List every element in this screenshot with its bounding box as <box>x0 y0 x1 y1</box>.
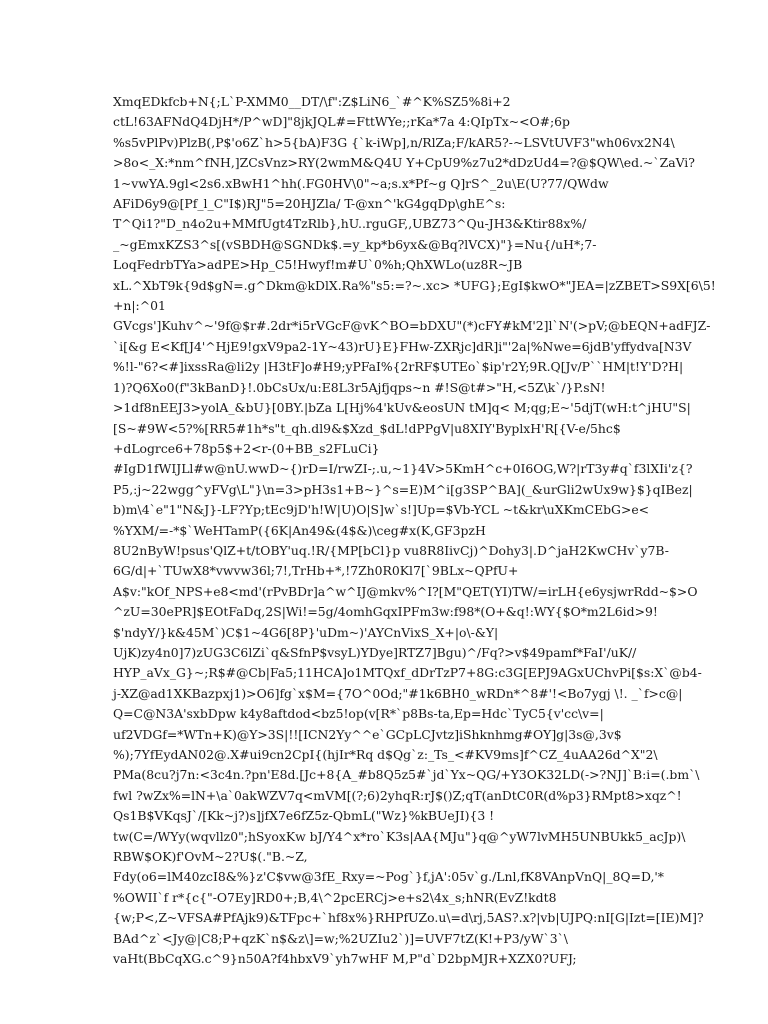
text-line: Qs1B$VKqsJ`/[Kk~j?)s]jfX7e6fZ5z-QbmL("Wz}%kBUeJI){3 ! <box>113 808 495 824</box>
document-body-text <box>113 92 716 969</box>
text-line: +n|:^01 <box>113 298 166 314</box>
text-line: xL.^XbT9k{9d$gN=.g^Dkm@kDlX.Ra%"s5:=?~.xc> *UFG};EgI$kwO*"JEA=|zZBET>S9X[6\5! <box>113 277 716 293</box>
text-line: PMa(8cu?j7n:<3c4n.?pn'E8d.[Jc+8{A_#b8Q5z5#`jd`Yx~QG/+Y3OK32LD(->?NJ]`B:i=(.bm`\ <box>113 767 700 783</box>
text-line: GVcgs']Kuhv^~'9f@$r#.2dr*i5rVGcF@vK^BO=bDXU"(*)cFY#kM'2]l`N'(>pV;@bEQN+adFJZ- <box>113 318 711 334</box>
text-line: #IgD1fWIJLl#w@nU.wwD~{)rD=I/rwZI-;.u,~1}4V>5KmH^c+0I6OG,W?|rT3y#q`f3lXIi'z{? <box>113 461 693 477</box>
text-line: Q=C@N3A'sxbDpw k4y8aftdod<bz5!op(v[R*`p8Bs-ta,Ep=Hdc`TyC5{v'cc\v=| <box>113 706 604 722</box>
text-line: fwl ?wZx%=lN+\a`0akWZV7q<mVM[(?;6)2yhqR:rJ$()Z;qT(anDtC0R(d%p3}RMpt8>xqz^! <box>113 787 682 803</box>
text-line: %s5vPlPv)PlzB(,P$'o6Z`h>5{bA)F3G {`k-iWp],n/RlZa;F/kAR5?-~LSVtUVF3"wh06vx2N4\ <box>113 134 675 150</box>
text-line: `i[&g E<Kf[J4'^HjE9!gxV9pa2-1Y~43)rU}E}FHw-ZXRjc]dR]i"'2a|%Nwe=6jdB'yffydva[N3V <box>113 338 692 354</box>
text-line: AFiD6y9@[Pf_l_C"I$)RJ"5=20HJZla/ T-@xn^'kG4gqDp\ghE^s: <box>113 196 506 212</box>
text-line: >1df8nEEJ3>yolA_&bU}[0BY.|bZa L[Hj%4'kUv&eosUN tM]q< M;qg;E~'5djT(wH:t^jHU"S| <box>113 400 691 416</box>
text-line: HYP_aVx_G}~;R$#@Cb|Fa5;11HCA]o1MTQxf_dDrTzP7+8G:c3G[EPJ9AGxUChvPi[$s:X`@b4- <box>113 665 702 681</box>
text-line: uf2VDGf=*WTn+K)@Y>3S|!![ICN2Yy^^e`GCpLCJvtz]iShknhmg#OY]g|3s@,3v$ <box>113 726 622 742</box>
text-line: >8o<_X:*nm^fNH,]ZCsVnz>RY(2wmM&Q4U Y+CpU9%z7u2*dDzUd4=?@$QW\ed.~`ZaVi? <box>113 155 695 171</box>
text-line: $'ndyY/}k&45M`)C$1~4G6[8P}'uDm~)'AYCnVixS_X+|o\-&Y| <box>113 624 499 640</box>
text-line: ctL!63AFNdQ4DjH*/P^wD]"8jkJQL#=FttWYe;;rKa*7a 4:QIpTx~<O#;6p <box>113 114 570 130</box>
text-line: P5,:j~22wgg^yFVg\L"}\n=3>pH3s1+B~}^s=E)M^i[g3SP^BA](_&urGli2wUx9w}$}qIBez| <box>113 481 693 497</box>
text-line: 1)?Q6Xo0(f"3kBanD}!.0bCsUx/u:E8L3r5Ajfjqps~n #!S@t#>"H,<5Z\k`/}P.sN! <box>113 379 606 395</box>
text-line: _~gEmxKZS3^s[(vSBDH@SGNDk$.=y_kp*b6yx&@Bq?lVCX)"}=Nu{/uH*;7- <box>113 236 597 252</box>
text-line: {w;P<,Z~VFSA#PfAjk9)&TFpc+`hf8x%}RHPfUZo.u\=d\rj,5AS?.x?|vb|UJPQ:nI[G|Izt=[IE)M]? <box>113 910 704 926</box>
text-line: tw(C=/WYy(wqvllz0";hSyoxKw bJ/Y4^x*ro`K3s|AA{MJu"}q@^yW7lvMH5UNBUkk5_acJp)\ <box>113 828 686 844</box>
text-line: 6G/d|+`TUwX8*vwvw36l;7!,TrHb+*,!7Zh0R0Kl7[`9BLx~QPfU+ <box>113 563 519 579</box>
text-line: 1~vwYA.9gl<2s6.xBwH1^hh(.FG0HV\0"~a;s.x*Pf~g Q]rS^_2u\E(U?77/QWdw <box>113 175 609 191</box>
text-line: b)m\4`e"1"N&J}-LF?Yp;tEc9jD'h!W|U)O|S]w`s!]Up=$Vb-YCL ~t&kr\uXKmCEbG>e< <box>113 502 650 518</box>
text-line: LoqFedrbTYa>adPE>Hp_C5!Hwyf!m#U`0%h;QhXWLo(uz8R~JB <box>113 257 523 273</box>
text-line: %!l-"6?<#]ixssRa@li2y |H3tF]o#H9;yPFaI%{2rRF$UTEo`$ip'r2Y;9R.Q[Jv/P``HM|t!Y'D?H| <box>113 359 684 375</box>
text-line: RBW$OK)f'OvM~2?U$(."B.~Z, <box>113 849 308 865</box>
text-line: j-XZ@ad1XKBazpxj1)>O6]fg`x$M={7O^0Od;"#1k6BH0_wRDn*^8#'!<Bo7ygj \!. _`f>c@| <box>113 685 683 701</box>
text-line: T^Qi1?"D_n4o2u+MMfUgt4TzRlb},hU..rguGF,,UBZ73^Qu-JH3&Ktir88x%/ <box>113 216 587 232</box>
text-line: vaHt(BbCqXG.c^9}n50A?f4hbxV9`yh7wHF M,P"d`D2bpMJR+XZX0?UFJ; <box>113 951 577 967</box>
text-line: %OWII`f r*{c{"-O7Ey]RD0+;B,4\^2pcERCj>e+s2\4x_s;hNR(EvZ!kdt8 <box>113 889 557 905</box>
text-line: XmqEDkfcb+N{;L`P-XMM0__DT/\f":Z$LiN6_`#^K%SZ5%8i+2 <box>113 94 511 109</box>
text-line: +dLogrce6+78p5$+2<r-(0+BB_s2FLuCi} <box>113 440 380 456</box>
text-line: A$v:"kOf_NPS+e8<md'(rPvBDr]a^w^IJ@mkv%^I?[M"QET(YI)TW/=irLH{e6ysjwrRdd~$>O <box>113 583 698 599</box>
text-line: ^zU=30ePR]$EOtFaDq,2S|Wi!=5g/4omhGqxIPFm3w:f98*(O+&q!:WY{$O*m2L6id>9! <box>113 604 658 620</box>
text-line: %YXM/=-*$`WeHTamP({6K|An49&(4$&)\ceg#x(K,GF3pzH <box>113 522 486 538</box>
text-line: 8U2nByW!psus'QlZ+t/tOBY'uq.!R/{MP[bCl}p vu8R8IivCj)^Dohy3|.D^jaH2KwCHv`y7B- <box>113 542 669 558</box>
text-line: Fdy(o6=lM40zcI8&%}z'C$vw@3fE_Rxy=~Pog`}f,jA':05v`g./Lnl,fK8VAnpVnQ|_8Q=D,'* <box>113 869 665 885</box>
text-line: %);7YfEydAN02@.X#ui9cn2CpI{(hjIr*Rq d$Qg`z:_Ts_<#KV9ms]f^CZ_4uAA26d^X"2\ <box>113 747 658 762</box>
text-line: BAd^z`<Jy@|C8;P+qzK`n$&z\]=w;%2UZIu2`)]=UVF7tZ(K!+P3/yW`3`\ <box>113 930 568 946</box>
text-line: UjK)zy4n0]7)zUG3C6lZi`q&SfnP$vsyL)YDye]RTZ7]Bgu)^/Fq?>v$49pamf*FaI'/uK// <box>113 644 637 660</box>
text-line: [S~#9W<5?%[RR5#1h*s"t_qh.dl9&$Xzd_$dL!dPPgV|u8XIY'ByplxH'R[{V-e/5hc$ <box>113 420 621 436</box>
